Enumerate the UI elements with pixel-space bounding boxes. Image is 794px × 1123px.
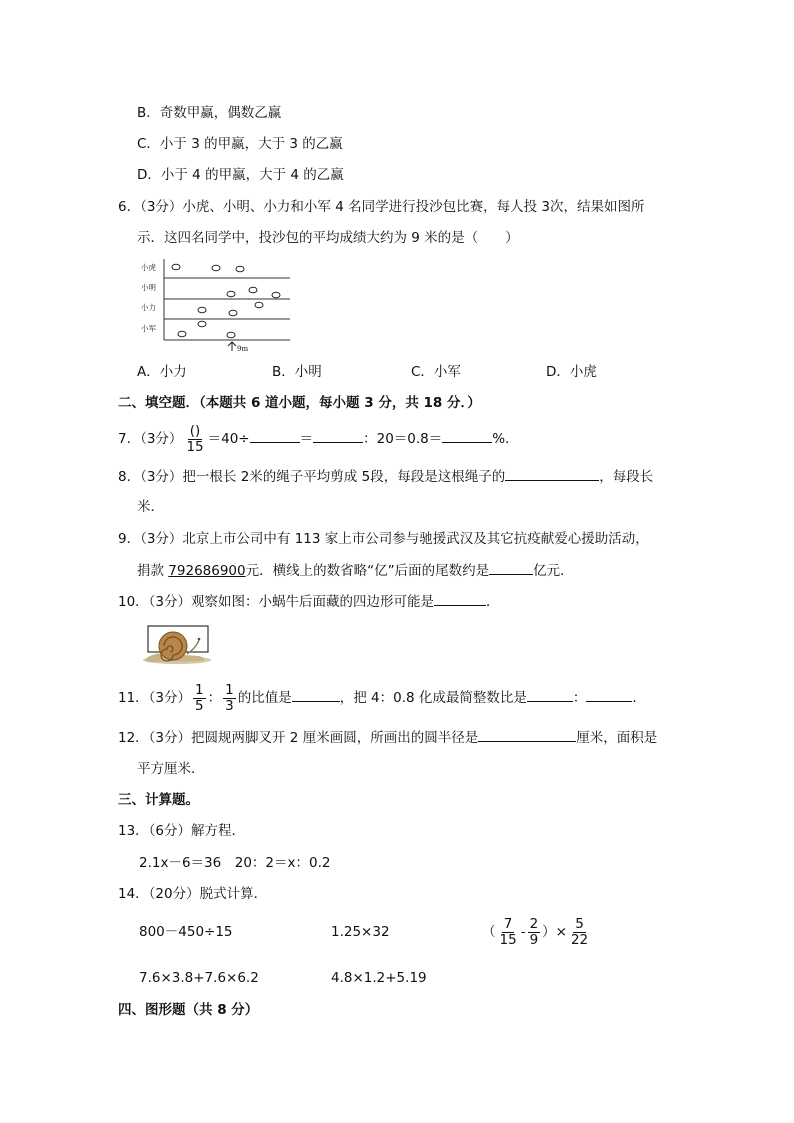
q11-fraction-2-denominator: 3 [225,697,234,714]
point-xiaoming-2 [249,287,257,293]
q14-expr-4: 7.6×3.8+7.6×6.2 [139,970,259,986]
q14-expr-3-fraction-3 [569,917,590,948]
q6-option-b: B．小明 [272,364,322,380]
q11-colon: ： [207,690,222,706]
q8-blank-1[interactable] [505,466,599,481]
snail-picture [139,624,213,666]
q11-blank-2[interactable] [527,687,573,702]
q7-fraction-numerator: () [189,422,201,439]
q14-f2-denominator: 9 [529,931,539,948]
q12-text-a: 12．（3分）把圆规两脚叉开 2 厘米画圆，所画出的圆半径是 [118,730,479,746]
point-xiaoli-1 [198,307,206,313]
point-xiaohu-1 [172,264,180,270]
q10-end: ． [486,594,500,610]
q11-fraction-2 [223,683,236,714]
q6-scatter-figure [138,257,298,353]
point-xiaohu-3 [236,266,244,272]
q12-blank-1[interactable] [478,727,576,742]
q14-expr-3-open: （ [482,924,496,940]
q14-expr-5: 4.8×1.2+5.19 [331,970,427,986]
q9-line2 [137,560,574,581]
point-xiaojun-3 [227,332,235,338]
q14-expr-2: 1.25×32 [331,924,390,940]
q14-expr-3-fraction-2 [528,917,541,948]
q6-label-xiaojun: 小军 [141,324,156,333]
q9-text-c: 亿元． [533,563,574,579]
point-xiaoming-1 [227,291,235,297]
q11 [118,682,646,714]
q7 [118,423,519,455]
q9-text-b: 元．横线上的数省略“亿”后面的尾数约是 [245,563,490,579]
q11-fraction-2-numerator: 1 [225,681,234,698]
q10 [118,591,500,612]
q14-f3-numerator: 5 [575,915,584,932]
q12-text-b: 厘米，面积是 [576,730,658,746]
q14-expr-1: 800－450÷15 [139,924,233,940]
q5-option-d: D．小于 4 的甲赢，大于 4 的乙赢 [137,167,344,183]
q6-option-a: A．小力 [137,364,187,380]
point-xiaojun-2 [198,321,206,327]
point-xiaohu-2 [212,265,220,271]
q8-line2: 米． [137,499,164,515]
point-xiaoming-3 [272,292,280,298]
q11-colon2: ： [572,690,587,706]
q11-fraction-1-denominator: 5 [195,697,204,714]
q8-text-b: ，每段长 [599,469,654,485]
q6-stem-line1: 6．（3分）小虎、小明、小力和小军 4 名同学进行投沙包比赛，每人投 3次，结果如图所 [118,199,645,215]
q13-equations: 2.1x－6＝36 20：2＝x：0.2 [139,855,331,871]
q7-eq1: ＝40÷ [207,431,250,447]
q6-label-xiaohu: 小虎 [141,263,156,272]
q14-expr-3-fraction-1 [498,917,519,948]
q6-label-xiaoli: 小力 [141,303,156,312]
q10-text: 10．（3分）观察如图：小蜗牛后面藏的四边形可能是 [118,594,435,610]
point-xiaojun-1 [178,331,186,337]
q11-fraction-1-numerator: 1 [195,681,204,698]
q8-line1 [118,466,653,487]
point-xiaoli-3 [255,302,263,308]
q14-expr-3 [482,915,592,949]
q6-9m-marker [228,342,236,351]
q6-9m-label: 9m [237,345,249,353]
q6-option-c: C．小军 [411,364,461,380]
q6-stem-line2: 示．这四名同学中，投沙包的平均成绩大约为 9 米的是（ ） [137,230,519,246]
q9-text-a: 捐款 [137,563,169,579]
q5-option-c: C．小于 3 的甲赢，大于 3 的乙赢 [137,136,343,152]
q6-option-d: D．小虎 [546,364,597,380]
q7-fraction [184,424,205,455]
q7-eq2: ＝ [299,431,314,447]
q7-fraction-denominator: 15 [186,438,204,455]
q14-expr-3-minus: - [520,924,526,940]
q12-line2: 平方厘米． [137,761,205,777]
q7-blank-2[interactable] [313,428,363,443]
section-3-title: 三、计算题。 [118,792,199,808]
q9-blank[interactable] [489,560,533,575]
point-xiaoli-2 [229,310,237,316]
q5-option-b: B．奇数甲赢，偶数乙赢 [137,105,282,121]
q11-fraction-1 [193,683,206,714]
q14-f3-denominator: 22 [570,931,589,948]
q10-blank[interactable] [434,591,486,606]
q11-blank-3[interactable] [586,687,632,702]
q11-mid: 的比值是 [237,690,292,706]
q9-amount: 792686900 [168,563,246,579]
q7-eq4: %． [492,431,519,447]
q11-blank-1[interactable] [292,687,340,702]
q7-eq3: ：20＝0.8＝ [363,431,443,447]
q13-title: 13．（6分）解方程． [118,823,246,839]
q6-label-xiaoming: 小明 [141,283,156,292]
q11-mid2: ，把 4：0.8 化成最简整数比是 [339,690,527,706]
q14-f2-numerator: 2 [529,915,539,932]
q7-blank-1[interactable] [250,428,300,443]
q12-line1 [118,727,657,748]
q14-expr-3-close: ）× [542,924,567,940]
q9-line1: 9．（3分）北京上市公司中有 113 家上市公司参与驰援武汉及其它抗疫献爱心援助活动， [118,531,649,547]
q7-prefix: 7．（3分） [118,431,183,447]
section-2-title: 二、填空题．（本题共 6 道小题，每小题 3 分，共 18 分．） [118,395,481,411]
q8-text-a: 8．（3分）把一根长 2米的绳子平均剪成 5段，每段是这根绳子的 [118,469,506,485]
q7-blank-3[interactable] [442,428,492,443]
q11-prefix: 11．（3分） [118,690,192,706]
section-4-title: 四、图形题（共 8 分） [118,1002,259,1018]
q14-f1-numerator: 7 [503,915,513,932]
q14-title: 14．（20分）脱式计算． [118,886,268,902]
q11-end: ． [632,690,646,706]
q14-f1-denominator: 15 [499,931,517,948]
